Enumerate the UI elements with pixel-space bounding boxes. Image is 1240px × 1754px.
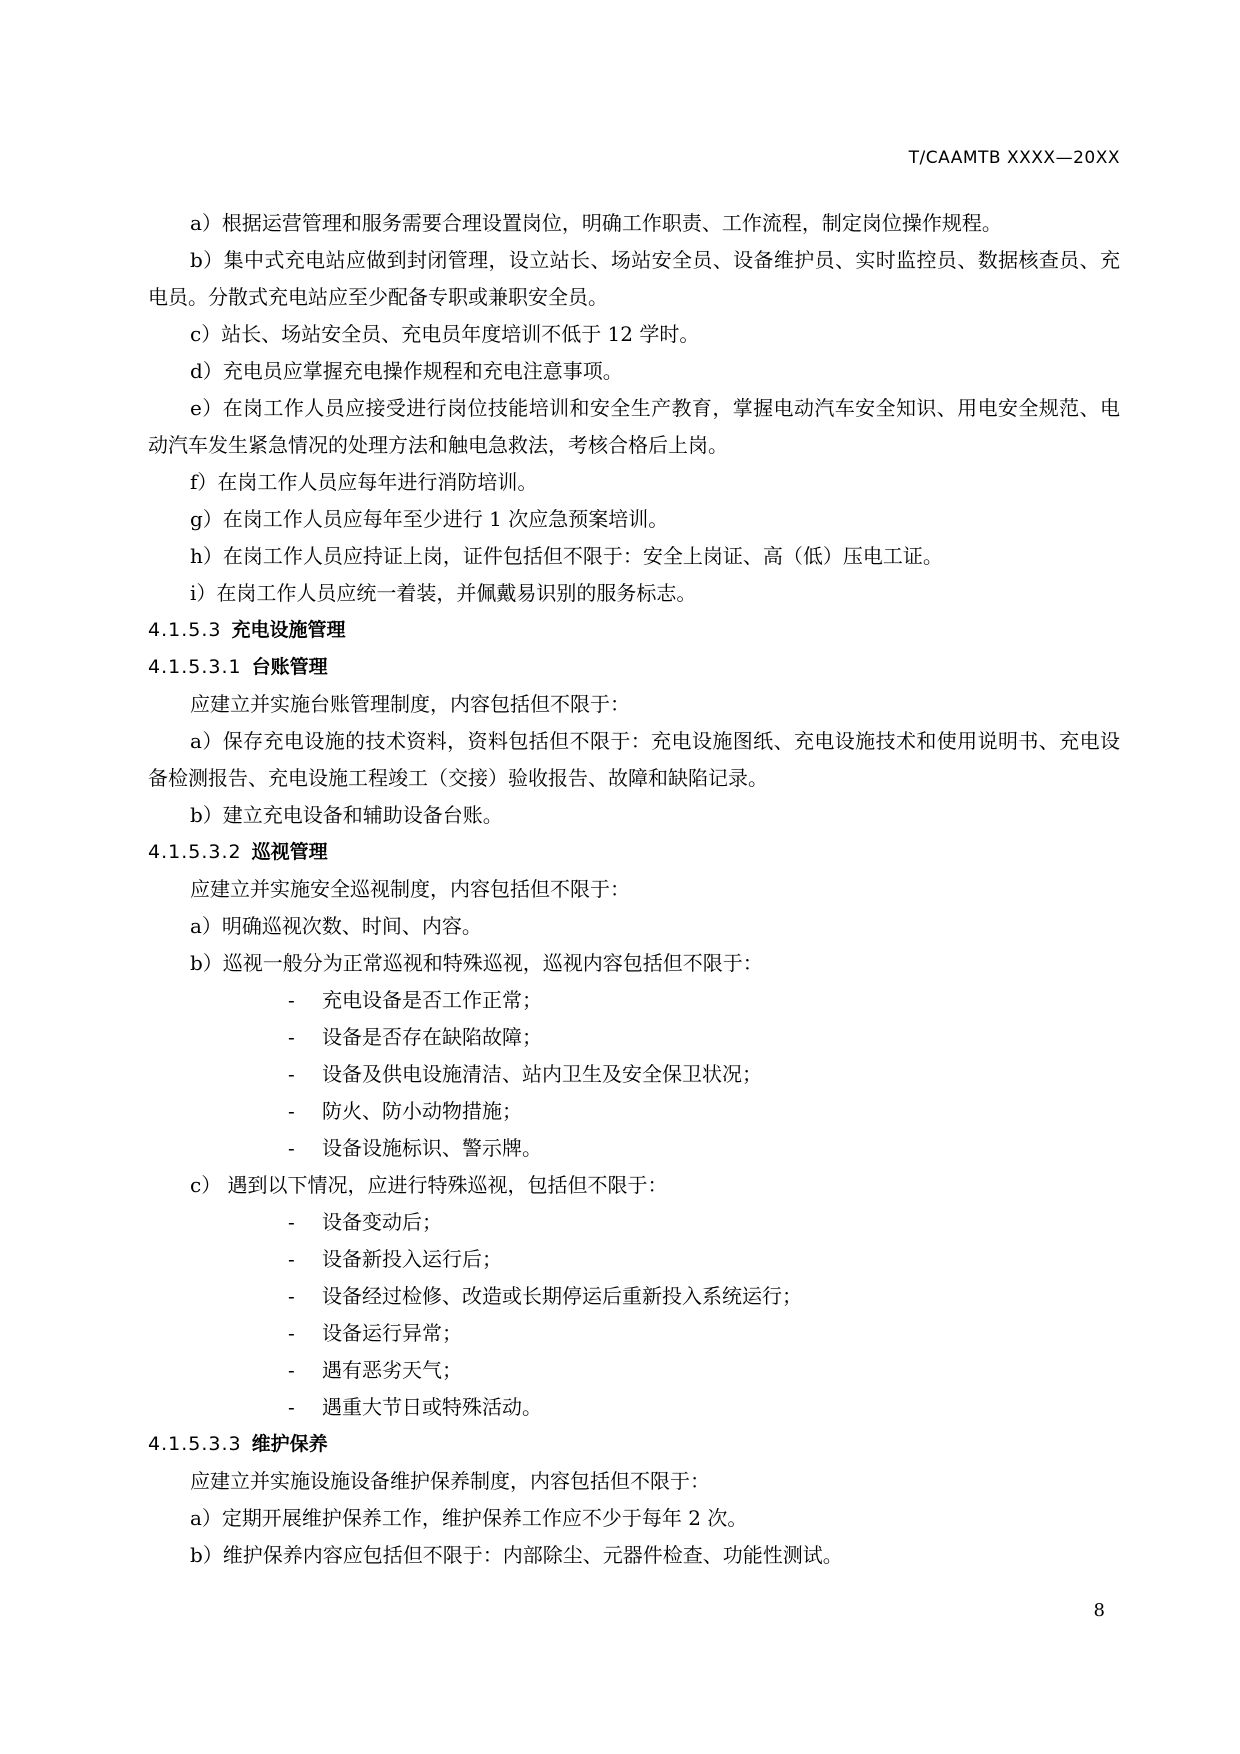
list-item bbox=[148, 1352, 1120, 1389]
paragraph: 应建立并实施台账管理制度，内容包括但不限于： bbox=[190, 692, 630, 716]
paragraph: c）站长、场站安全员、充电员年度培训不低于 12 学时。 bbox=[190, 322, 700, 346]
list-dash: - bbox=[288, 1025, 295, 1049]
paragraph: i）在岗工作人员应统一着装，并佩戴易识别的服务标志。 bbox=[190, 581, 697, 605]
paragraph: e）在岗工作人员应接受进行岗位技能培训和安全生产教育，掌握电动汽车安全知识、用电安全规范、电动汽车发生紧急情况的处理方法和触电急救法，考核合格后上岗。 bbox=[148, 396, 1120, 457]
standard-code: T/CAAMTB XXXX—20XX bbox=[908, 148, 1120, 168]
document-body bbox=[148, 205, 1120, 1574]
list-item-text: 设备新投入运行后； bbox=[322, 1247, 502, 1271]
list-item bbox=[148, 1093, 1120, 1130]
list-item bbox=[148, 982, 1120, 1019]
list-item bbox=[148, 1389, 1120, 1426]
paragraph: a）明确巡视次数、时间、内容。 bbox=[190, 914, 482, 938]
list-dash: - bbox=[288, 1136, 295, 1160]
list-item bbox=[148, 1056, 1120, 1093]
list-item-text: 设备及供电设施清洁、站内卫生及安全保卫状况； bbox=[322, 1062, 762, 1086]
list-item-text: 设备经过检修、改造或长期停运后重新投入系统运行； bbox=[322, 1284, 802, 1308]
paragraph: a）保存充电设施的技术资料，资料包括但不限于：充电设施图纸、充电设施技术和使用说明书、充电设备检测报告、充电设施工程竣工（交接）验收报告、故障和缺陷记录。 bbox=[148, 729, 1120, 790]
section-title: 巡视管理 bbox=[251, 841, 328, 863]
list-dash: - bbox=[288, 1284, 295, 1308]
list-dash: - bbox=[288, 1358, 295, 1382]
list-item-text: 遇重大节日或特殊活动。 bbox=[322, 1395, 542, 1419]
list-dash: - bbox=[288, 1321, 295, 1345]
list-item-text: 设备运行异常； bbox=[322, 1321, 462, 1345]
paragraph: h）在岗工作人员应持证上岗，证件包括但不限于：安全上岗证、高（低）压电工证。 bbox=[190, 544, 943, 568]
paragraph: b）巡视一般分为正常巡视和特殊巡视，巡视内容包括但不限于： bbox=[190, 951, 763, 975]
paragraph: d）充电员应掌握充电操作规程和充电注意事项。 bbox=[190, 359, 623, 383]
section-number: 4.1.5.3.2 bbox=[148, 841, 242, 863]
section-heading bbox=[148, 649, 1120, 686]
list-item bbox=[148, 1019, 1120, 1056]
list-dash: - bbox=[288, 1210, 295, 1234]
list-dash: - bbox=[288, 1062, 295, 1086]
paragraph: b）集中式充电站应做到封闭管理，设立站长、场站安全员、设备维护员、实时监控员、数据核查员、充电员。分散式充电站应至少配备专职或兼职安全员。 bbox=[148, 248, 1120, 309]
list-item bbox=[148, 1204, 1120, 1241]
list-item bbox=[148, 1241, 1120, 1278]
paragraph: 应建立并实施设施设备维护保养制度，内容包括但不限于： bbox=[190, 1469, 710, 1493]
section-title: 台账管理 bbox=[251, 656, 328, 678]
paragraph: 应建立并实施安全巡视制度，内容包括但不限于： bbox=[190, 877, 630, 901]
paragraph: b）维护保养内容应包括但不限于：内部除尘、元器件检查、功能性测试。 bbox=[190, 1543, 843, 1567]
list-dash: - bbox=[288, 1395, 295, 1419]
section-title: 维护保养 bbox=[251, 1433, 328, 1455]
list-item bbox=[148, 1130, 1120, 1167]
paragraph: b）建立充电设备和辅助设备台账。 bbox=[190, 803, 503, 827]
list-dash: - bbox=[288, 988, 295, 1012]
section-heading bbox=[148, 1426, 1120, 1463]
page-number: 8 bbox=[1093, 1600, 1105, 1621]
section-heading bbox=[148, 834, 1120, 871]
list-item-text: 设备变动后； bbox=[322, 1210, 442, 1234]
list-item-text: 充电设备是否工作正常； bbox=[322, 988, 542, 1012]
list-item-text: 遇有恶劣天气； bbox=[322, 1358, 462, 1382]
section-number: 4.1.5.3.1 bbox=[148, 656, 242, 678]
paragraph: f）在岗工作人员应每年进行消防培训。 bbox=[190, 470, 538, 494]
list-item-text: 防火、防小动物措施； bbox=[322, 1099, 522, 1123]
paragraph: a）根据运营管理和服务需要合理设置岗位，明确工作职责、工作流程，制定岗位操作规程。 bbox=[190, 211, 1002, 235]
section-number: 4.1.5.3 bbox=[148, 619, 222, 641]
section-heading bbox=[148, 612, 1120, 649]
list-dash: - bbox=[288, 1099, 295, 1123]
list-item-text: 设备设施标识、警示牌。 bbox=[322, 1136, 542, 1160]
paragraph: a）定期开展维护保养工作，维护保养工作应不少于每年 2 次。 bbox=[190, 1506, 748, 1530]
paragraph: g）在岗工作人员应每年至少进行 1 次应急预案培训。 bbox=[190, 507, 669, 531]
section-title: 充电设施管理 bbox=[231, 619, 346, 641]
section-number: 4.1.5.3.3 bbox=[148, 1433, 242, 1455]
list-item bbox=[148, 1278, 1120, 1315]
list-dash: - bbox=[288, 1247, 295, 1271]
list-item-text: 设备是否存在缺陷故障； bbox=[322, 1025, 542, 1049]
paragraph: c） 遇到以下情况，应进行特殊巡视，包括但不限于： bbox=[190, 1173, 668, 1197]
list-item bbox=[148, 1315, 1120, 1352]
